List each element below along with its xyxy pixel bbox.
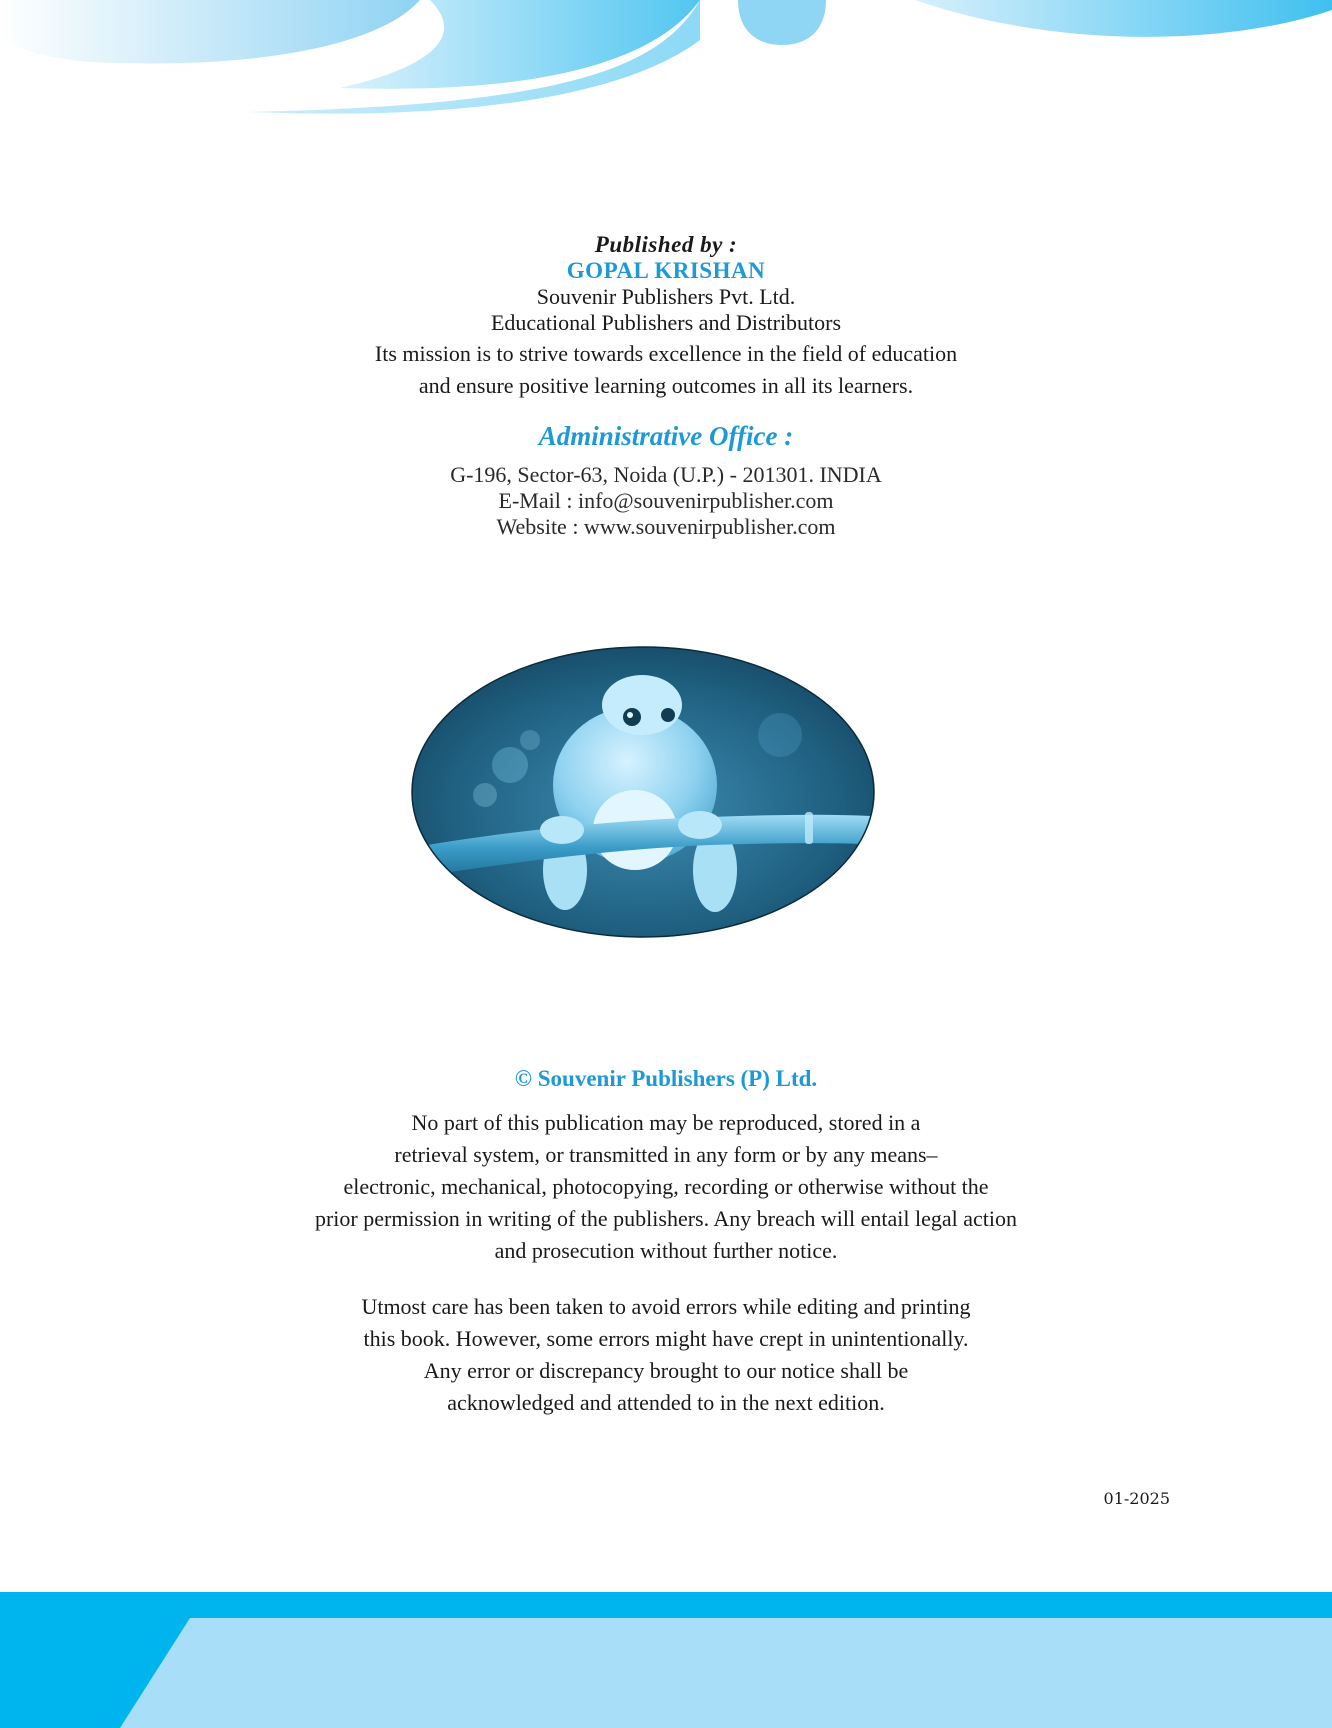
bottom-band-light [120,1618,1332,1728]
notice-line: retrieval system, or transmitted in any form or by any means– [394,1142,938,1167]
published-by-label: Published by : [594,232,738,257]
office-website: Website : www.souvenirpublisher.com [496,514,836,539]
publisher-block [0,232,1332,402]
disclaimer-line: this book. However, some errors might have crept in unintentionally. [363,1326,969,1351]
office-email: E-Mail : info@souvenirpublisher.com [498,488,834,513]
publisher-name: GOPAL KRISHAN [566,258,766,283]
copyright-title: © Souvenir Publishers (P) Ltd. [514,1066,818,1091]
admin-office-title: Administrative Office : [538,421,794,451]
bottom-band-decoration [0,1592,1332,1728]
mission-statement [0,338,1332,402]
errata-disclaimer [0,1291,1332,1419]
copyright-notice [0,1107,1332,1267]
notice-line: No part of this publication may be reproduced, stored in a [411,1110,921,1135]
mission-line: Its mission is to strive towards excellence in the field of education [374,341,958,366]
office-address: G-196, Sector-63, Noida (U.P.) - 201301. INDIA [450,462,882,487]
company-name: Souvenir Publishers Pvt. Ltd. [536,284,796,309]
admin-office-block [0,420,1332,540]
mission-line: and ensure positive learning outcomes in all its learners. [418,373,914,398]
notice-line: prior permission in writing of the publishers. Any breach will entail legal action [314,1206,1017,1231]
disclaimer-line: Any error or discrepancy brought to our notice shall be [423,1358,909,1383]
frog-illustration [410,645,876,939]
notice-line: and prosecution without further notice. [494,1238,838,1263]
edition-code: 01-2025 [1103,1489,1170,1508]
notice-line: electronic, mechanical, photocopying, recording or otherwise without the [343,1174,989,1199]
company-tagline: Educational Publishers and Distributors [490,310,842,335]
copyright-block [0,1065,1332,1419]
frog-image [410,645,876,939]
disclaimer-line: Utmost care has been taken to avoid errors while editing and printing [361,1294,971,1319]
disclaimer-line: acknowledged and attended to in the next edition. [447,1390,885,1415]
top-wave-decoration [0,0,1332,130]
